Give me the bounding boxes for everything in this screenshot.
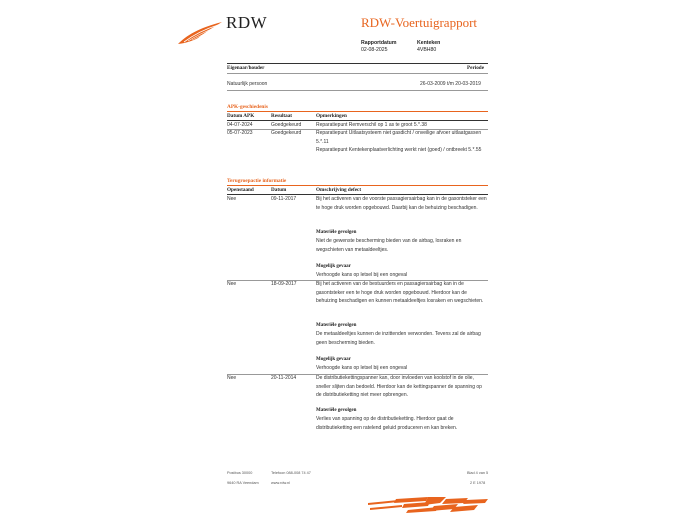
apk-row-2-remark-1: Reparatiepunt Uitlaatsysteem niet gasdicht / onveilige afvoer uitlaatgassen 5.*.11: [316, 130, 482, 145]
recall-row-1-gevolgen: Niet de gewenste bescherming bieden van de airbag, losraken en wegschieten van metaaldeeltjes.: [316, 238, 462, 253]
logo-text: RDW: [226, 13, 268, 32]
apk-col-date: Datum APK: [227, 113, 255, 119]
recall-row-1-gevaar-label: Mogelijk gevaar: [316, 264, 351, 269]
owner-label: Eigenaar/houder: [227, 65, 265, 71]
recall-row-1-open: Nee: [227, 196, 237, 202]
footer-city: 9640 RA Veendam: [227, 481, 259, 485]
footer-code: 2 E 1978: [470, 481, 486, 485]
owner-bottom-rule: [227, 90, 488, 91]
footer-web: www.rdw.nl: [271, 481, 290, 485]
periode-label: Periode: [467, 65, 484, 71]
apk-row-1-date: 04-07-2024: [227, 122, 253, 128]
apk-col-remarks: Opmerkingen: [316, 113, 347, 119]
apk-row-2-date: 05-07-2023: [227, 130, 253, 136]
recall-row-2-gevaar: Verhoogde kans op letsel bij een ongeval: [316, 365, 408, 371]
recall-row-3-gevolgen-label: Materiële gevolgen: [316, 408, 357, 413]
footer-postbus: Postbus 30000: [227, 471, 253, 475]
recall-row-2-date: 18-09-2017: [271, 281, 297, 287]
rdw-logo-icon: [178, 22, 222, 46]
owner-type: Natuurlijk persoon: [227, 81, 268, 87]
recall-row-3-open: Nee: [227, 375, 237, 381]
document-title: RDW-Voertuigrapport: [361, 15, 478, 30]
recall-row-2-gevolgen: De metaaldeeltjes kunnen de inzittenden verwonden. Tevens zal de airbag geen bescherming bieden.: [316, 331, 481, 346]
recall-row-2-gevaar-label: Mogelijk gevaar: [316, 357, 351, 362]
apk-section-title: APK-geschiedenis: [227, 104, 268, 110]
recall-row-1-date: 09-11-2017: [271, 196, 297, 202]
recall-row-3-date: 20-11-2014: [271, 375, 297, 381]
rapportdatum-value: 02-08-2025: [361, 47, 388, 53]
apk-row-2-remark-2: Reparatiepunt Kentekenplaatverlichting werkt niet (goed) / ontbreekt 5.*.55: [316, 147, 482, 153]
decorative-stripes-icon: [368, 497, 488, 514]
owner-periode: 26-03-2009 t/m 20-03-2019: [420, 81, 481, 87]
recall-row-2-gevolgen-label: Materiële gevolgen: [316, 323, 357, 328]
apk-row-2-result: Goedgekeurd: [271, 130, 302, 136]
recall-row-1-defect: Bij het activeren van de voorste passagiersairbag kan in de gasontsteker een te hoge druk worden opgebouwd. Daarbij kan de behuizing beschadigen.: [316, 196, 487, 211]
recall-col-defect: Omschrijving defect: [316, 187, 362, 193]
recall-title-rule: [227, 185, 488, 186]
footer-page: Blad 4 van 5: [467, 471, 489, 475]
recall-row-1-gevolgen-label: Materiële gevolgen: [316, 230, 357, 235]
kenteken-label: Kenteken: [417, 40, 441, 46]
apk-row-1-result: Goedgekeurd: [271, 122, 302, 128]
kenteken-value: 4VBH80: [417, 47, 437, 53]
recall-col-open: Openstaand: [227, 187, 254, 193]
recall-row-3-gevolgen: Verlies van spanning op de distributieketting. Hierdoor gaat de distributieketting een ratelend geluid produceren en kan breken.: [316, 416, 458, 431]
apk-row-1-remark: Reparatiepunt Remverschil op 1 as te groot 5.*.38: [316, 122, 427, 128]
recall-row-2-defect: Bij het activeren van de bestuurders en passagiersairbag kan in de gasontsteker een te hoge druk worden opgebouwd. Hierdoor kan de behuizing beschadigen en kunnen metaaldeeltjes losraken en wegschieten.: [316, 281, 484, 304]
rapportdatum-label: Rapportdatum: [361, 40, 397, 46]
apk-col-result: Resultaat: [271, 113, 293, 119]
recall-section-title: Terugroepactie informatie: [227, 178, 287, 184]
owner-top-rule: [227, 63, 488, 64]
recall-row-3-defect: De distributiekettingspanner kan, door invloeden van koolstof in de olie, sneller slijten dan bedoeld. Hierdoor kan de kettingspanner de spanning op de distributieketting niet meer opbrengen.: [316, 375, 482, 398]
apk-title-rule: [227, 111, 488, 112]
footer-phone: Telefoon 088-008 74 47: [271, 471, 311, 475]
recall-row-2-open: Nee: [227, 281, 237, 287]
recall-row-1-gevaar: Verhoogde kans op letsel bij een ongeval: [316, 272, 408, 278]
recall-col-date: Datum: [271, 187, 287, 193]
owner-header-rule: [227, 73, 488, 74]
